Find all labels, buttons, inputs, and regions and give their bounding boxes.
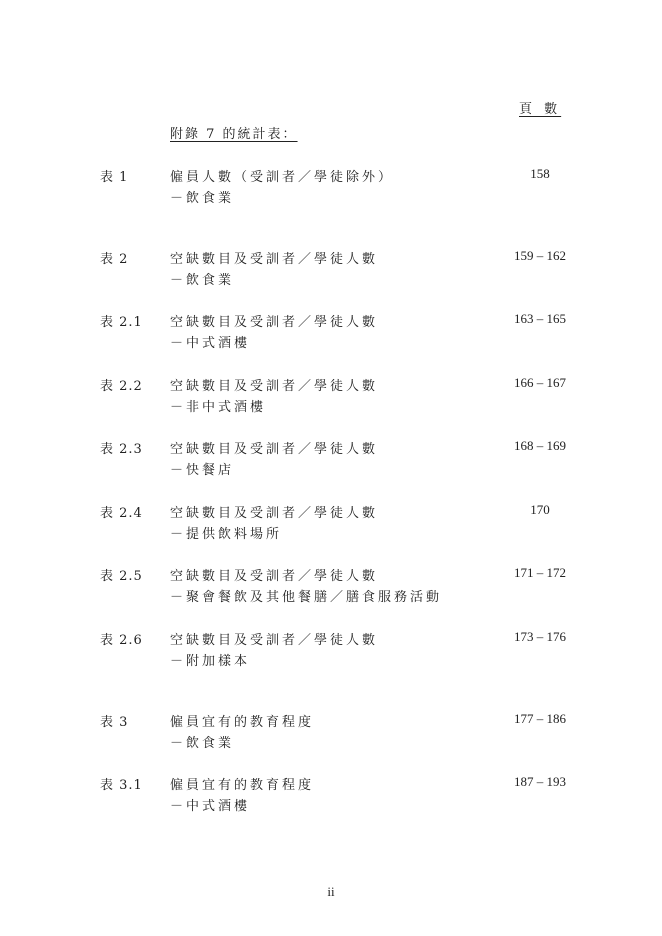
table-subtitle: －中式酒樓: [170, 799, 251, 814]
table-title: 空缺數目及受訓者／學徒人數: [170, 506, 379, 521]
table-subtitle: －非中式酒樓: [170, 400, 267, 415]
table-entry: [0, 166, 662, 216]
table-title: 空缺數目及受訓者／學徒人數: [170, 442, 379, 457]
table-subtitle: －飲食業: [170, 273, 235, 288]
table-title: 空缺數目及受訓者／學徒人數: [170, 252, 379, 267]
table-subtitle: －附加樣本: [170, 654, 251, 669]
table-entry: [0, 711, 662, 761]
section-title: 附錄 7 的統計表：: [170, 127, 298, 142]
table-label: 表 2.5: [100, 569, 143, 584]
page-range: 187 – 193: [514, 774, 566, 789]
page-range: 159 – 162: [514, 248, 566, 263]
page-number: ii: [327, 884, 335, 899]
page-range: 166 – 167: [514, 375, 566, 390]
table-subtitle: －提供飲料場所: [170, 527, 283, 542]
table-title: 空缺數目及受訓者／學徒人數: [170, 633, 379, 648]
table-entry: [0, 248, 662, 298]
table-label: 表 2.1: [100, 315, 143, 330]
table-entry: [0, 438, 662, 488]
page-range: 173 – 176: [514, 629, 566, 644]
page-range: 158: [530, 166, 550, 181]
table-title: 空缺數目及受訓者／學徒人數: [170, 379, 379, 394]
page-range: 168 – 169: [514, 438, 566, 453]
table-subtitle: －快餐店: [170, 463, 235, 478]
table-label: 表 2.2: [100, 379, 143, 394]
table-subtitle: －聚會餐飲及其他餐膳／膳食服務活動: [170, 590, 443, 605]
table-title: 僱員宜有的教育程度: [170, 715, 315, 730]
table-subtitle: －飲食業: [170, 191, 235, 206]
page-column-header: 頁 數: [519, 102, 562, 117]
page-range: 163 – 165: [514, 311, 566, 326]
table-label: 表 2.6: [100, 633, 143, 648]
table-label: 表 2.3: [100, 442, 143, 457]
table-entry: [0, 311, 662, 361]
table-entry: [0, 375, 662, 425]
table-label: 表 3.1: [100, 778, 143, 793]
page-range: 170: [530, 502, 550, 517]
table-label: 表 2: [100, 252, 129, 267]
table-title: 僱員人數（受訓者／學徒除外）: [170, 170, 395, 185]
table-entry: [0, 629, 662, 679]
table-label: 表 2.4: [100, 506, 143, 521]
page-range: 177 – 186: [514, 711, 566, 726]
table-label: 表 1: [100, 170, 129, 185]
table-title: 僱員宜有的教育程度: [170, 778, 315, 793]
table-entry: [0, 774, 662, 824]
table-title: 空缺數目及受訓者／學徒人數: [170, 569, 379, 584]
table-entry: [0, 565, 662, 615]
table-entry: [0, 502, 662, 552]
table-subtitle: －中式酒樓: [170, 336, 251, 351]
page-range: 171 – 172: [514, 565, 566, 580]
table-subtitle: －飲食業: [170, 736, 235, 751]
table-title: 空缺數目及受訓者／學徒人數: [170, 315, 379, 330]
table-label: 表 3: [100, 715, 129, 730]
